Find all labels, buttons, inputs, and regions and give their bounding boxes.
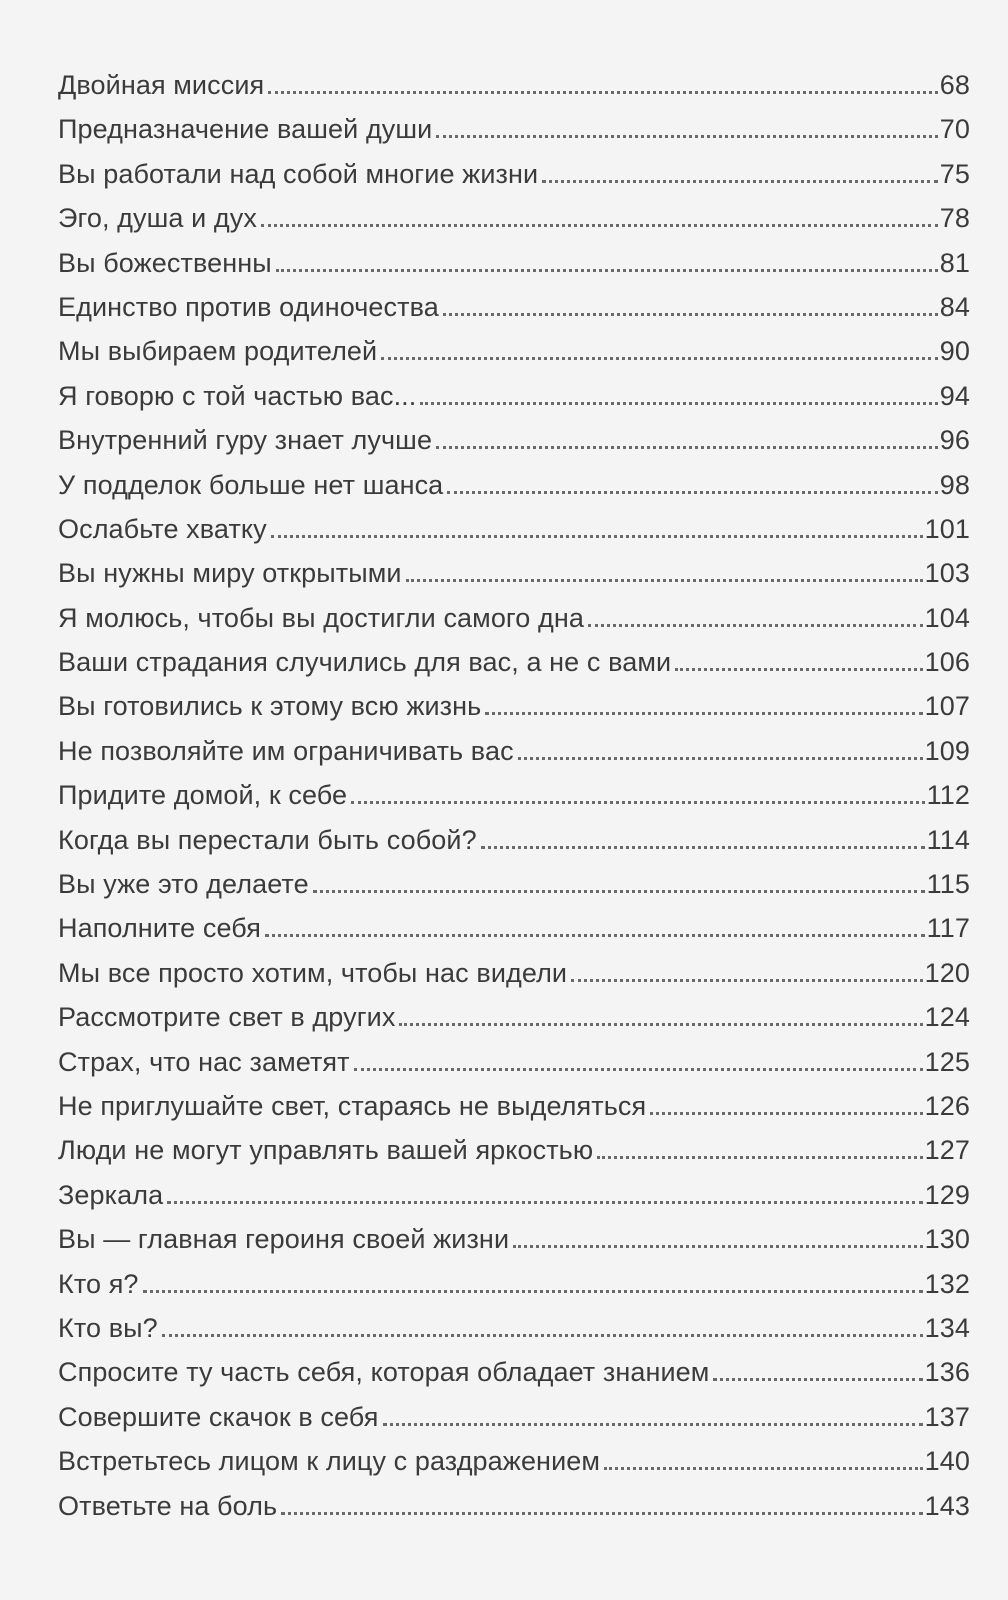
toc-entry-title: Вы работали над собой многие жизни <box>58 158 539 189</box>
toc-entry-page-number: 124 <box>924 1002 970 1033</box>
toc-entry <box>58 1269 970 1313</box>
toc-entry <box>58 1224 970 1268</box>
toc-entry-title: Ваши страдания случились для вас, а не с вами <box>58 647 672 678</box>
toc-entry <box>58 1357 970 1401</box>
dot-leader <box>675 668 922 671</box>
dot-leader <box>481 846 925 849</box>
toc-entry-page-number: 96 <box>939 425 970 456</box>
toc-entry-page-number: 104 <box>924 602 970 633</box>
toc-entry-page-number: 137 <box>924 1401 970 1432</box>
toc-entry-page-number: 140 <box>924 1446 970 1477</box>
dot-leader <box>383 1423 923 1426</box>
dot-leader <box>381 357 938 360</box>
dot-leader <box>518 757 923 760</box>
toc-entry <box>58 1402 970 1446</box>
toc-entry <box>58 958 970 1002</box>
toc-entry <box>58 1313 970 1357</box>
toc-entry-page-number: 109 <box>924 735 970 766</box>
dot-leader <box>443 313 938 316</box>
dot-leader <box>447 491 937 494</box>
dot-leader <box>713 1378 922 1381</box>
toc-entry-title: Страх, что нас заметят <box>58 1046 350 1077</box>
toc-entry-page-number: 130 <box>924 1224 970 1255</box>
dot-leader <box>399 1023 922 1026</box>
toc-entry-title: Совершите скачок в себя <box>58 1401 379 1432</box>
toc-entry-page-number: 81 <box>939 247 970 278</box>
toc-entry-title: Придите домой, к себе <box>58 780 348 811</box>
toc-entry <box>58 736 970 780</box>
toc-entry <box>58 470 970 514</box>
toc-entry-title: Мы выбираем родителей <box>58 336 378 367</box>
toc-entry-title: Вы уже это делаете <box>58 869 309 900</box>
toc-entry-title: Ответьте на боль <box>58 1490 278 1521</box>
toc-entry-page-number: 112 <box>926 780 970 811</box>
toc-entry-title: Мы все просто хотим, чтобы нас видели <box>58 957 568 988</box>
toc-entry <box>58 159 970 203</box>
toc-entry-title: Вы нужны миру открытыми <box>58 558 402 589</box>
toc-entry-page-number: 101 <box>924 513 970 544</box>
dot-leader <box>351 801 924 804</box>
dot-leader <box>167 1201 922 1204</box>
toc-entry <box>58 780 970 824</box>
toc-entry-page-number: 127 <box>924 1135 970 1166</box>
toc-entry-page-number: 107 <box>924 691 970 722</box>
toc-entry-page-number: 125 <box>924 1046 970 1077</box>
dot-leader <box>513 1245 923 1248</box>
dot-leader <box>271 535 923 538</box>
toc-entry-page-number: 143 <box>924 1490 970 1521</box>
toc-entry-title: Эго, душа и дух <box>58 203 257 234</box>
dot-leader <box>597 1156 922 1159</box>
toc-entry <box>58 381 970 425</box>
toc-entry <box>58 336 970 380</box>
toc-entry-title: Зеркала <box>58 1179 164 1210</box>
dot-leader <box>406 579 923 582</box>
toc-entry-page-number: 84 <box>939 291 970 322</box>
toc-entry <box>58 1135 970 1179</box>
toc-entry <box>58 1180 970 1224</box>
toc-entry-page-number: 103 <box>924 558 970 589</box>
toc-entry-title: Вы божественны <box>58 247 272 278</box>
dot-leader <box>261 224 938 227</box>
toc-entry-title: Когда вы перестали быть собой? <box>58 824 477 855</box>
toc-entry <box>58 647 970 691</box>
dot-leader <box>268 91 938 94</box>
toc-entry-title: У подделок больше нет шанса <box>58 469 444 500</box>
toc-entry <box>58 558 970 602</box>
dot-leader <box>265 934 925 937</box>
toc-entry-page-number: 136 <box>924 1357 970 1388</box>
toc-entry-title: Я говорю с той частью вас... <box>58 380 417 411</box>
toc-entry-page-number: 106 <box>924 647 970 678</box>
toc-entry-title: Внутренний гуру знает лучше <box>58 425 433 456</box>
dot-leader <box>354 1068 923 1071</box>
toc-entry <box>58 825 970 869</box>
toc-entry-page-number: 90 <box>939 336 970 367</box>
dot-leader <box>485 712 922 715</box>
toc-entry <box>58 1047 970 1091</box>
dot-leader <box>588 624 923 627</box>
toc-entry-title: Люди не могут управлять вашей яркостью <box>58 1135 594 1166</box>
toc-entry-page-number: 75 <box>939 158 970 189</box>
toc-entry-page-number: 129 <box>924 1179 970 1210</box>
dot-leader <box>313 890 925 893</box>
dot-leader <box>436 135 937 138</box>
toc-entry <box>58 691 970 735</box>
toc-entry-page-number: 132 <box>924 1268 970 1299</box>
dot-leader <box>420 402 937 405</box>
toc-entry-title: Предназначение вашей души <box>58 114 433 145</box>
table-of-contents <box>58 70 970 1535</box>
toc-entry <box>58 869 970 913</box>
toc-entry-title: Ослабьте хватку <box>58 513 267 544</box>
toc-entry-title: Кто вы? <box>58 1312 158 1343</box>
toc-entry-page-number: 134 <box>924 1312 970 1343</box>
toc-entry-page-number: 68 <box>939 70 970 100</box>
toc-entry-title: Не позволяйте им ограничивать вас <box>58 735 514 766</box>
toc-entry-title: Кто я? <box>58 1268 139 1299</box>
toc-entry-title: Двойная миссия <box>58 70 265 100</box>
toc-entry <box>58 248 970 292</box>
toc-entry <box>58 1446 970 1490</box>
toc-entry-title: Не приглушайте свет, стараясь не выделяться <box>58 1090 647 1121</box>
toc-entry-page-number: 98 <box>939 469 970 500</box>
toc-entry-page-number: 78 <box>939 203 970 234</box>
toc-entry <box>58 1491 970 1535</box>
toc-entry <box>58 203 970 247</box>
toc-entry-title: Рассмотрите свет в других <box>58 1002 396 1033</box>
toc-entry <box>58 603 970 647</box>
toc-entry <box>58 114 970 158</box>
toc-entry <box>58 425 970 469</box>
dot-leader <box>281 1512 922 1515</box>
toc-entry-page-number: 117 <box>926 913 970 944</box>
toc-entry <box>58 1002 970 1046</box>
toc-entry <box>58 70 970 114</box>
toc-entry-page-number: 94 <box>939 380 970 411</box>
dot-leader <box>604 1467 923 1470</box>
toc-entry-title: Встретьтесь лицом к лицу с раздражением <box>58 1446 601 1477</box>
dot-leader <box>276 269 938 272</box>
toc-entry <box>58 913 970 957</box>
toc-entry-page-number: 126 <box>924 1090 970 1121</box>
toc-entry-title: Наполните себя <box>58 913 261 944</box>
toc-entry-page-number: 70 <box>939 114 970 145</box>
dot-leader <box>571 979 923 982</box>
toc-entry-title: Вы — главная героиня своей жизни <box>58 1224 510 1255</box>
toc-entry <box>58 292 970 336</box>
toc-entry-title: Я молюсь, чтобы вы достигли самого дна <box>58 602 584 633</box>
toc-entry <box>58 514 970 558</box>
dot-leader <box>650 1112 922 1115</box>
dot-leader <box>436 446 938 449</box>
toc-entry-title: Единство против одиночества <box>58 291 439 322</box>
dot-leader <box>143 1290 923 1293</box>
toc-entry <box>58 1091 970 1135</box>
toc-entry-page-number: 115 <box>926 869 970 900</box>
toc-entry-title: Спросите ту часть себя, которая обладает знанием <box>58 1357 710 1388</box>
dot-leader <box>162 1334 923 1337</box>
toc-entry-title: Вы готовились к этому всю жизнь <box>58 691 482 722</box>
toc-entry-page-number: 120 <box>924 957 970 988</box>
dot-leader <box>542 180 938 183</box>
toc-entry-page-number: 114 <box>926 824 970 855</box>
